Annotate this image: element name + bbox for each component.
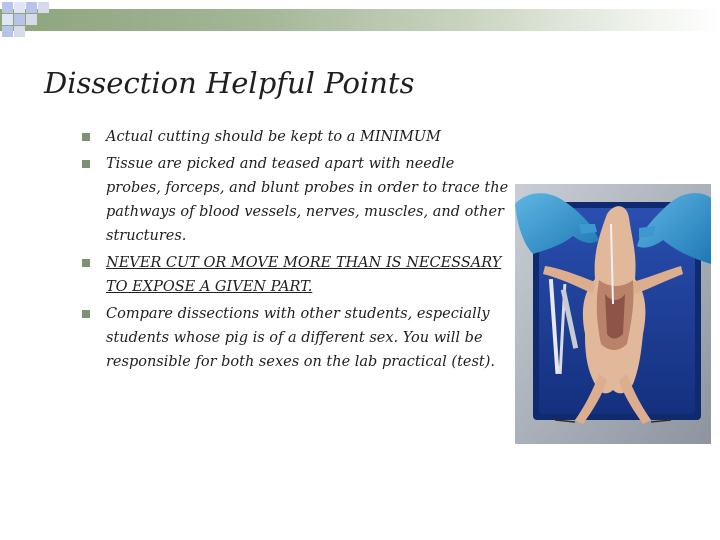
bullet-item [80, 152, 512, 248]
header-decoration [0, 0, 720, 44]
decor-square [2, 26, 13, 37]
fetal-pig-dissection-photo [515, 184, 711, 444]
bullet-list [80, 125, 512, 377]
decor-square [26, 2, 37, 13]
slide-title: Dissection Helpful Points [44, 66, 415, 100]
header-gradient-bar [0, 9, 720, 31]
square-bullet-icon [82, 259, 90, 267]
square-bullet-icon [82, 310, 90, 318]
bullet-text: Tissue are picked and teased apart with needle probes, forceps, and blunt probes in order to trace the pathways of blood vessels, nerves, muscles, and other structures. [106, 156, 509, 244]
square-bullet-icon [82, 160, 90, 168]
bullet-item [80, 125, 512, 149]
bullet-text-underlined: NEVER CUT OR MOVE MORE THAN IS NECESSARY TO EXPOSE A GIVEN PART. [106, 255, 502, 295]
decor-square [26, 14, 37, 25]
dissection-photo-drawing [515, 184, 711, 444]
square-bullet-icon [82, 133, 90, 141]
bullet-text: Actual cutting should be kept to a MINIMUM [106, 129, 441, 145]
decor-square [14, 26, 25, 37]
bullet-text: Compare dissections with other students, especially students whose pig is of a different sex. You will be responsible for both sexes on the lab practical (test). [106, 306, 496, 370]
decor-square [14, 2, 25, 13]
bullet-item [80, 302, 512, 374]
decor-square [2, 2, 13, 13]
decor-square [38, 2, 49, 13]
decor-square [2, 14, 13, 25]
decor-square [14, 14, 25, 25]
bullet-item [80, 251, 512, 299]
